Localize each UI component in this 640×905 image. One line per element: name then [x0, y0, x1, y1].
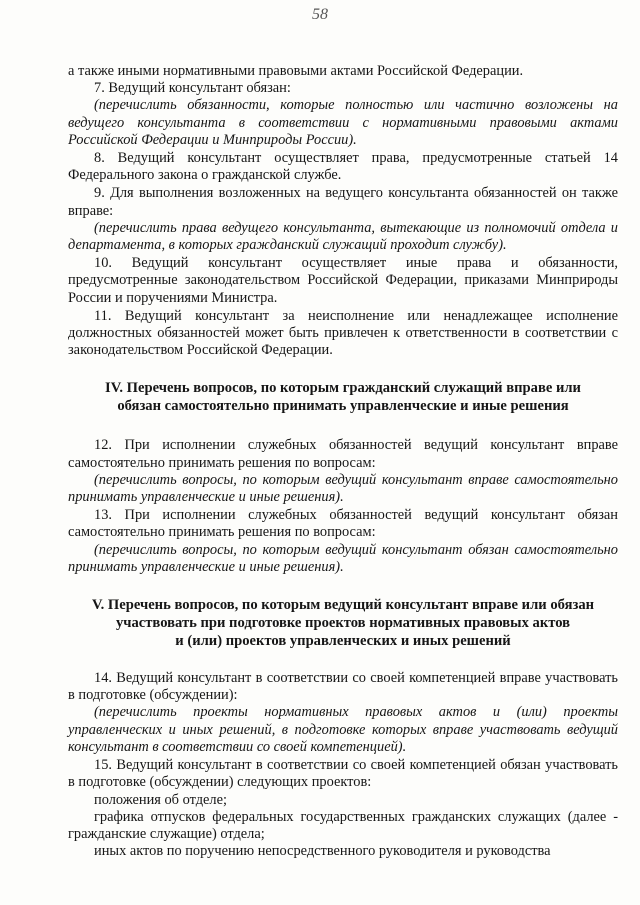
section-5-heading-line: и (или) проектов управленческих и иных решений [175, 633, 511, 650]
section-4-heading [68, 379, 618, 415]
paragraph-8: 8. Ведущий консультант осуществляет права, предусмотренные статьей 14 Федерального закона о гражданской службе. [68, 150, 618, 184]
section-4-heading-line: обязан самостоятельно принимать управленческие и иные решения [117, 398, 569, 415]
paragraph-12-note: (перечислить вопросы, по которым ведущий консультант вправе самостоятельно принимать управленческие и иные решения). [68, 471, 618, 506]
paragraph-12: 12. При исполнении служебных обязанностей ведущий консультант вправе самостоятельно принимать решения по вопросам: [68, 437, 618, 471]
paragraph-7: 7. Ведущий консультант обязан: [94, 80, 291, 97]
paragraph-intro: а также иными нормативными правовыми актами Российской Федерации. [68, 63, 524, 79]
paragraph-14: 14. Ведущий консультант в соответствии со своей компетенцией вправе участвовать в подготовке (обсуждении): [68, 670, 618, 704]
section-4-heading-line: IV. Перечень вопросов, по которым гражданский служащий вправе или [105, 380, 581, 397]
paragraph-15: 15. Ведущий консультант в соответствии со своей компетенцией обязан участвовать в подготовке (обсуждении) следующих проектов: [68, 757, 618, 791]
paragraph-10: 10. Ведущий консультант осуществляет иные права и обязанности, предусмотренные законодательством Российской Федерации, приказами Минприроды России и поручениями Министра. [68, 255, 618, 306]
section-5-heading-line: участвовать при подготовке проектов нормативных правовых актов [115, 615, 571, 632]
page-number: 58 [312, 6, 328, 23]
paragraph-15-item: иных актов по поручению непосредственного руководителя и руководства [94, 843, 551, 860]
paragraph-9-note: (перечислить права ведущего консультанта, вытекающие из полномочий отдела и департамента, в которых гражданский служащий проходит службу). [68, 219, 618, 254]
section-5-heading-line: V. Перечень вопросов, по которым ведущий консультант вправе или обязан [91, 597, 595, 614]
document-body [68, 63, 618, 860]
paragraph-13-note: (перечислить вопросы, по которым ведущий консультант обязан самостоятельно принимать управленческие и иные решения). [68, 541, 618, 575]
paragraph-14-note: (перечислить проекты нормативных правовых актов и (или) проекты управленческих и иных решений, в подготовке которых вправе участвовать ведущий консультант в соответствии со своей компетенцией). [68, 704, 618, 755]
section-5-heading [68, 596, 618, 650]
paragraph-13: 13. При исполнении служебных обязанностей ведущий консультант обязан самостоятельно принимать решения по вопросам: [68, 507, 618, 541]
paragraph-15-item: графика отпусков федеральных государственных гражданских служащих (далее - гражданские служащие) отдела; [68, 808, 618, 842]
paragraph-11: 11. Ведущий консультант за неисполнение или ненадлежащее исполнение должностных обязанностей может быть привлечен к ответственности в соответствии с законодательством Российской Федерации. [68, 307, 618, 359]
paragraph-9: 9. Для выполнения возложенных на ведущего консультанта обязанностей он также вправе: [68, 185, 618, 219]
paragraph-7-note: (перечислить обязанности, которые полностью или частично возложены на ведущего консультанта в соответствии с нормативными правовыми актами Российской Федерации и Минприроды России). [68, 97, 618, 148]
paragraph-15-item: положения об отделе; [94, 791, 227, 808]
